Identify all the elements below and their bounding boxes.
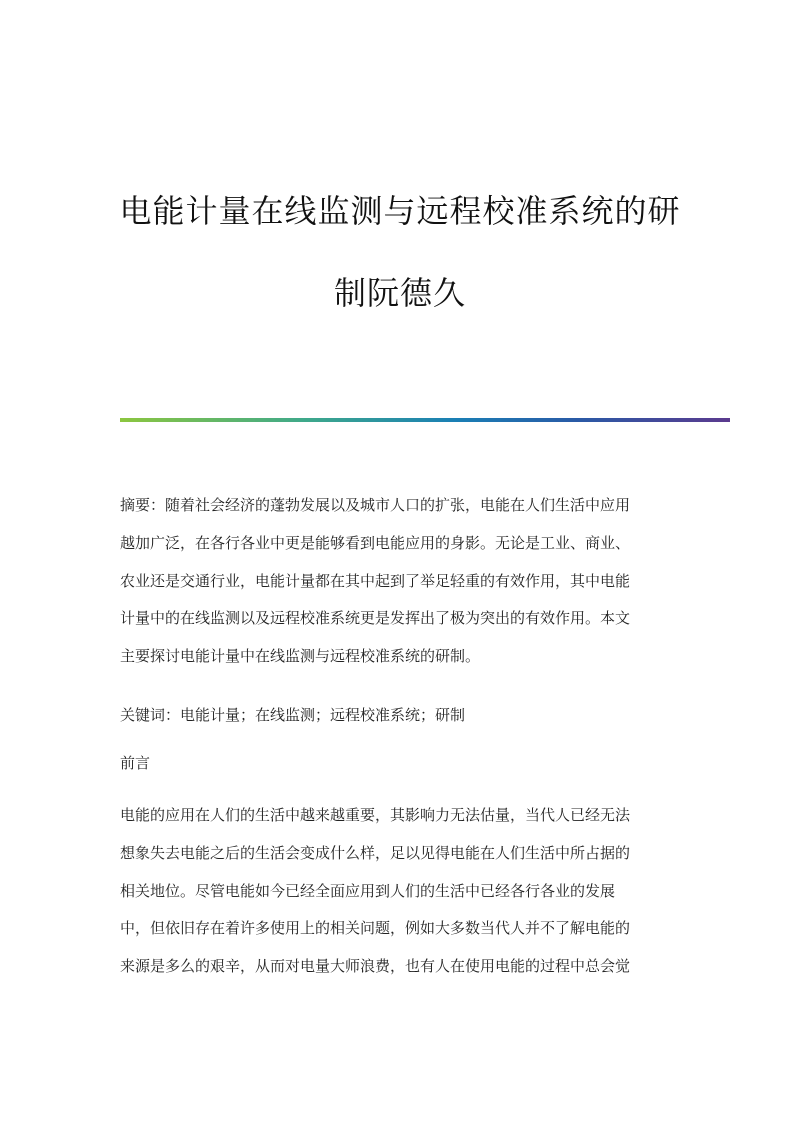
gradient-divider xyxy=(120,418,730,422)
keywords-line: 关键词：电能计量；在线监测；远程校准系统；研制 xyxy=(120,706,466,724)
document-title-line-1: 电能计量在线监测与远程校准系统的研 xyxy=(119,192,681,230)
abstract-line: 越加广泛，在各行各业中更是能够看到电能应用的身影。无论是工业、商业、 xyxy=(120,533,631,552)
intro-line: 中，但依旧存在着许多使用上的相关问题，例如大多数当代人并不了解电能的 xyxy=(120,919,631,938)
abstract-line: 主要探讨电能计量中在线监测与远程校准系统的研制。 xyxy=(120,647,481,666)
intro-line: 来源是多么的艰辛，从而对电量大师浪费，也有人在使用电能的过程中总会觉 xyxy=(120,957,631,976)
intro-line: 电能的应用在人们的生活中越来越重要，其影响力无法估量，当代人已经无法 xyxy=(120,806,631,824)
abstract-paragraph xyxy=(120,487,680,676)
intro-paragraph xyxy=(120,797,680,986)
abstract-line: 摘要：随着社会经济的蓬勃发展以及城市人口的扩张，电能在人们生活中应用 xyxy=(120,496,631,514)
abstract-line: 计量中的在线监测以及远程校准系统更是发挥出了极为突出的有效作用。本文 xyxy=(120,609,631,628)
preface-heading: 前言 xyxy=(120,754,151,772)
document-title-line-2: 制阮德久 xyxy=(333,274,466,312)
intro-line: 想象失去电能之后的生活会变成什么样，足以见得电能在人们生活中所占据的 xyxy=(120,843,631,862)
abstract-line: 农业还是交通行业，电能计量都在其中起到了举足轻重的有效作用，其中电能 xyxy=(120,571,631,590)
intro-line: 相关地位。尽管电能如今已经全面应用到人们的生活中已经各行各业的发展 xyxy=(120,881,616,900)
